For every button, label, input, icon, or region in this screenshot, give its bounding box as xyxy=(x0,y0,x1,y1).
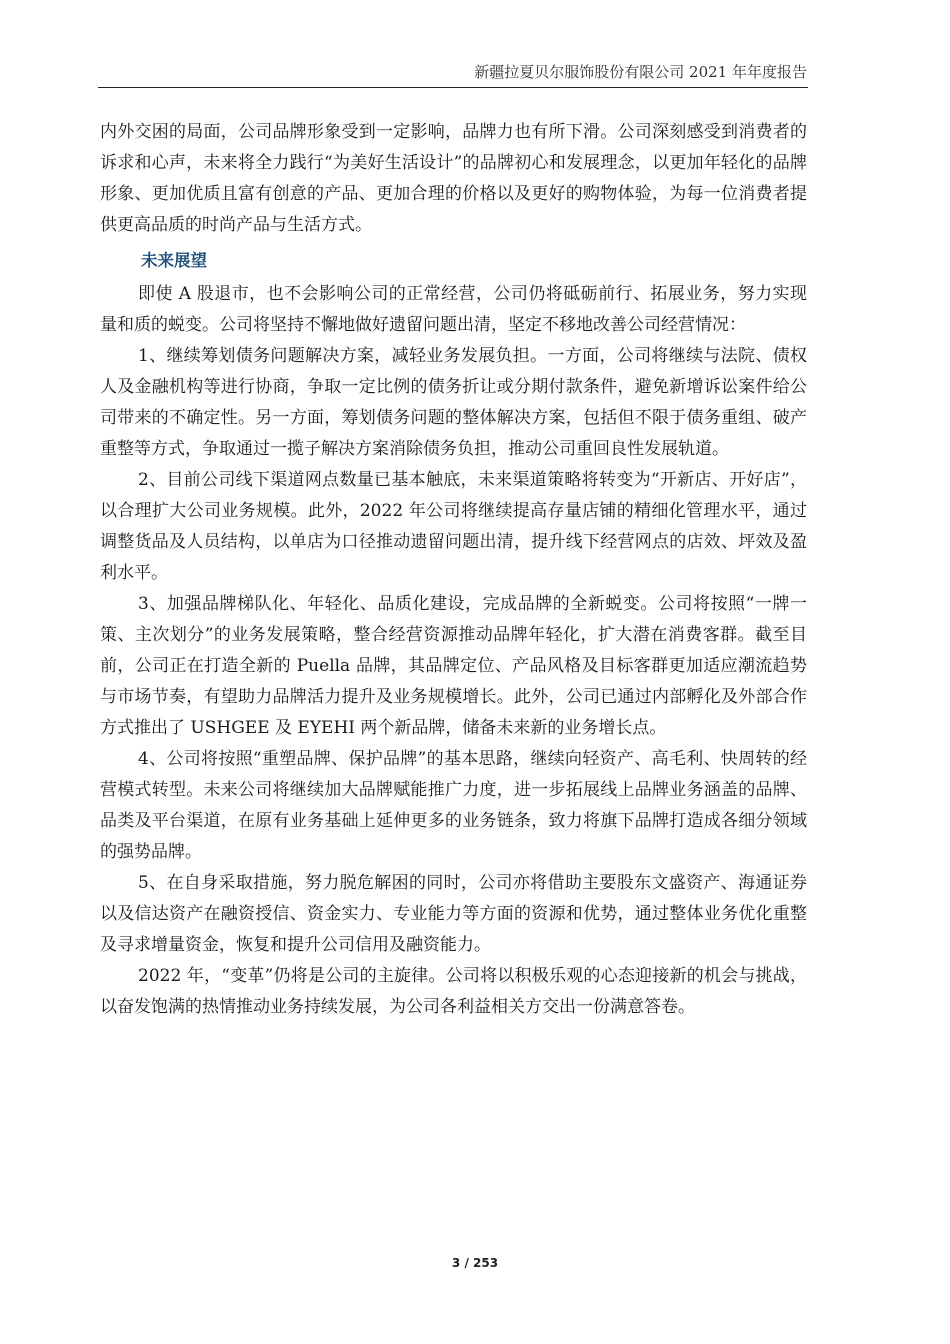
report-header: 新疆拉夏贝尔服饰股份有限公司 2021 年年度报告 xyxy=(474,63,807,81)
paragraph-conclusion: 2022 年，“变革”仍将是公司的主旋律。公司将以积极乐观的心态迎接新的机会与挑战，以奋发饱满的热情推动业务持续发展，为公司各利益相关方交出一份满意答卷。 xyxy=(100,966,807,1017)
paragraph-item-5: 5、在自身采取措施，努力脱危解困的同时，公司亦将借助主要股东文盛资产、海通证券以及信达资产在融资授信、资金实力、专业能力等方面的资源和优势，通过整体业务优化重整及寻求增量资金，恢复和提升公司信用及融资能力。 xyxy=(100,873,807,955)
section-heading: 未来展望 xyxy=(141,250,207,270)
page-content xyxy=(100,117,807,1023)
page-number: 3 / 253 xyxy=(451,1256,499,1270)
paragraph-item-1: 1、继续筹划债务问题解决方案，减轻业务发展负担。一方面，公司将继续与法院、债权人及金融机构等进行协商，争取一定比例的债务折让或分期付款条件，避免新增诉讼案件给公司带来的不确定性。另一方面，筹划债务问题的整体解决方案，包括但不限于债务重组、破产重整等方式，争取通过一揽子解决方案消除债务负担，推动公司重回良性发展轨道。 xyxy=(100,346,807,459)
paragraph-item-3: 3、加强品牌梯队化、年轻化、品质化建设，完成品牌的全新蜕变。公司将按照“一牌一策、主次划分”的业务发展策略，整合经营资源推动品牌年轻化，扩大潜在消费客群。截至目前，公司正在打造全新的 Puella 品牌，其品牌定位、产品风格及目标客群更加适应潮流趋势与市场节奏，有望助力品牌活力提升及业务规模增长。此外，公司已通过内部孵化及外部合作方式推出了 USHGEE 及 EYEHI 两个新品牌，储备未来新的业务增长点。 xyxy=(100,594,807,738)
paragraph-item-4: 4、公司将按照“重塑品牌、保护品牌”的基本思路，继续向轻资产、高毛利、快周转的经营模式转型。未来公司将继续加大品牌赋能推广力度，进一步拓展线上品牌业务涵盖的品牌、品类及平台渠道，在原有业务基础上延伸更多的业务链条，致力将旗下品牌打造成各细分领域的强势品牌。 xyxy=(100,749,807,862)
paragraph-item-2: 2、目前公司线下渠道网点数量已基本触底，未来渠道策略将转变为“开新店、开好店”，以合理扩大公司业务规模。此外，2022 年公司将继续提高存量店铺的精细化管理水平，通过调整货品及人员结构，以单店为口径推动遗留问题出清，提升线下经营网点的店效、坪效及盈利水平。 xyxy=(100,470,807,583)
paragraph-intro: 即使 A 股退市，也不会影响公司的正常经营，公司仍将砥砺前行、拓展业务，努力实现量和质的蜕变。公司将坚持不懈地做好遗留问题出清，坚定不移地改善公司经营情况： xyxy=(100,284,807,335)
header-divider xyxy=(98,87,808,88)
paragraph-continued: 内外交困的局面，公司品牌形象受到一定影响，品牌力也有所下滑。公司深刻感受到消费者的诉求和心声，未来将全力践行“为美好生活设计”的品牌初心和发展理念，以更加年轻化的品牌形象、更加优质且富有创意的产品、更加合理的价格以及更好的购物体验，为每一位消费者提供更高品质的时尚产品与生活方式。 xyxy=(100,122,807,235)
